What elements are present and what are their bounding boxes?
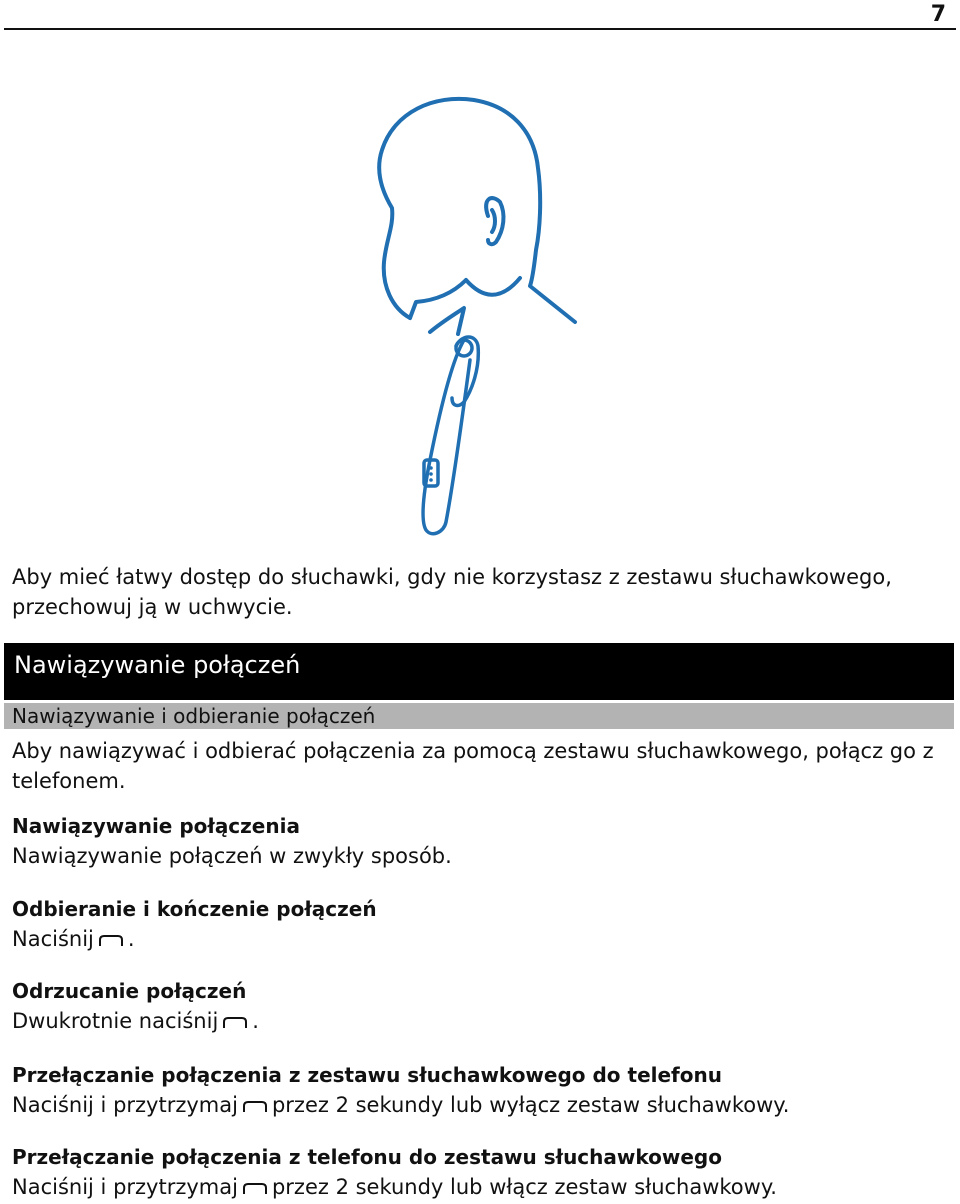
- block-switch-to-phone: [12, 1061, 952, 1121]
- block-text: [12, 1005, 952, 1037]
- block-text: [12, 923, 952, 955]
- block-heading: Przełączanie połączenia z telefonu do zestawu słuchawkowego: [12, 1145, 722, 1169]
- subsection-title: Nawiązywanie i odbieranie połączeń: [4, 703, 954, 729]
- ear-inner: [492, 210, 495, 232]
- block-text-after: przez 2 sekundy lub wyłącz zestaw słuchawkowy.: [271, 1093, 790, 1117]
- block-text-before: Naciśnij i przytrzymaj: [12, 1175, 238, 1199]
- neck-line: [466, 278, 520, 295]
- section-body: Aby nawiązywać i odbierać połączenia za pomocą zestawu słuchawkowego, połącz go z telefonem.: [12, 739, 934, 793]
- collar-line: [430, 308, 464, 334]
- headset-clip-illustration: [370, 90, 585, 545]
- intro-text: Aby mieć łatwy dostęp do słuchawki, gdy nie korzystasz z zestawu słuchawkowego, przechowuj ją w uchwycie.: [12, 565, 892, 619]
- section-title: Nawiązywanie połączeń: [4, 643, 954, 700]
- block-text-after: .: [252, 1009, 259, 1033]
- call-key-icon: [222, 1016, 248, 1030]
- block-reject: [12, 977, 952, 1037]
- call-key-icon: [242, 1100, 268, 1114]
- block-text: [12, 1171, 952, 1203]
- block-switch-to-headset: [12, 1143, 952, 1203]
- block-text-after: .: [127, 927, 135, 951]
- block-text: Nawiązywanie połączeń w zwykły sposób.: [12, 844, 452, 868]
- block-text-before: Dwukrotnie naciśnij: [12, 1009, 219, 1033]
- block-heading: Odrzucanie połączeń: [12, 979, 247, 1003]
- block-make-call: [12, 812, 952, 872]
- block-heading: Nawiązywanie połączenia: [12, 814, 300, 838]
- page-number: 7: [930, 2, 946, 27]
- block-text-before: Naciśnij: [12, 927, 94, 951]
- block-heading: Odbieranie i kończenie połączeń: [12, 897, 377, 921]
- block-text: [12, 1089, 952, 1121]
- call-key-icon: [242, 1182, 268, 1196]
- block-answer-end: [12, 895, 952, 955]
- call-key-icon: [98, 934, 124, 948]
- header-rule: [4, 28, 956, 30]
- block-text-before: Naciśnij i przytrzymaj: [12, 1093, 238, 1117]
- block-text-after: przez 2 sekundy lub włącz zestaw słuchawkowy.: [271, 1175, 777, 1199]
- headset-cable: [423, 340, 470, 534]
- block-heading: Przełączanie połączenia z zestawu słuchawkowego do telefonu: [12, 1063, 722, 1087]
